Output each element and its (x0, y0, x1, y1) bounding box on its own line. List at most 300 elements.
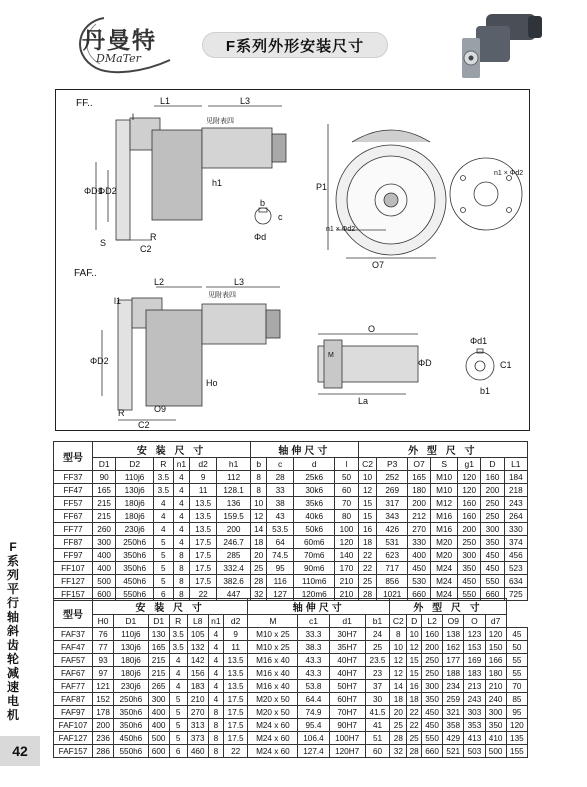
ff-value-cell: 4 (173, 536, 190, 549)
faf-value-cell: 400 (148, 719, 169, 732)
ff-col-header: l (335, 458, 358, 471)
ff-group-install: 安 装 尺 寸 (93, 442, 251, 458)
faf-value-cell: 358 (443, 719, 464, 732)
ff-value-cell: 33 (267, 484, 294, 497)
ff-model-cell: FF97 (54, 549, 93, 562)
dim-l2: L2 (154, 277, 165, 287)
dim-ho: Ho (206, 378, 218, 388)
faf-value-cell: 120H7 (329, 745, 365, 758)
ff-col-header: P3 (377, 458, 407, 471)
ff-value-cell: M16 (431, 510, 458, 523)
faf-value-cell: 8 (208, 745, 223, 758)
ff-value-cell: 250 (458, 536, 481, 549)
ff-col-header: C2 (358, 458, 377, 471)
faf-value-cell: 130 (148, 628, 169, 641)
faf-value-cell: 250h6 (114, 693, 148, 706)
faf-value-cell: 210 (187, 693, 208, 706)
faf-value-cell: 250 (421, 667, 442, 680)
faf-value-cell: 60 (365, 745, 389, 758)
ff-value-cell: 15 (358, 510, 377, 523)
ff-value-cell: 38 (267, 497, 294, 510)
faf-table-row (54, 732, 528, 745)
faf-value-cell: M24 x 60 (248, 732, 298, 745)
ff-value-cell: 4 (173, 510, 190, 523)
faf-value-cell: 243 (464, 693, 485, 706)
faf-value-cell: 4 (169, 680, 187, 693)
faf-value-cell: 85 (506, 693, 527, 706)
faf-value-cell: 180j6 (114, 654, 148, 667)
faf-value-cell: 25 (390, 719, 407, 732)
ff-value-cell: 74.5 (267, 549, 294, 562)
ff-value-cell: 550 (458, 588, 481, 601)
faf-value-cell: 8 (208, 732, 223, 745)
ff-value-cell: 8 (251, 484, 267, 497)
brand-logo-chinese: 丹曼特 (82, 28, 157, 54)
ff-value-cell: M12 (431, 497, 458, 510)
faf-value-cell: 180 (485, 667, 506, 680)
ff-value-cell: 550 (481, 575, 504, 588)
faf-col-header: D1 (114, 615, 148, 628)
dim-l: l (132, 112, 134, 122)
faf-model-cell: FAF67 (54, 667, 93, 680)
faf-col-header: M (248, 615, 298, 628)
ff-value-cell: 400 (93, 562, 116, 575)
faf-value-cell: 60H7 (329, 693, 365, 706)
ff-model-cell: FF87 (54, 536, 93, 549)
faf-value-cell: 105 (187, 628, 208, 641)
faf-value-cell: 77 (93, 641, 114, 654)
page-number: 42 (0, 736, 40, 766)
ff-value-cell: 25 (251, 562, 267, 575)
ff-value-cell: 160 (458, 497, 481, 510)
faf-value-cell: 138 (443, 628, 464, 641)
ff-value-cell: 120m6 (294, 588, 335, 601)
ff-col-header: h1 (217, 458, 251, 471)
ff-value-cell: 218 (504, 484, 527, 497)
ff-value-cell: 3.5 (153, 484, 173, 497)
ff-value-cell: 660 (481, 588, 504, 601)
faf-value-cell: 450 (421, 719, 442, 732)
ff-value-cell: 136 (217, 497, 251, 510)
faf-value-cell: M20 x 50 (248, 693, 298, 706)
faf-value-cell: 53.8 (298, 680, 329, 693)
ff-value-cell: 382.6 (217, 575, 251, 588)
dim-l3: L3 (240, 96, 251, 106)
faf-value-cell: 50 (506, 641, 527, 654)
faf-value-cell: 213 (464, 680, 485, 693)
faf-value-cell: 300 (485, 706, 506, 719)
faf-value-cell: 135 (506, 732, 527, 745)
faf-model-cell: FAF37 (54, 628, 93, 641)
ff-value-cell: 8 (173, 549, 190, 562)
ff-value-cell: 374 (504, 536, 527, 549)
faf-value-cell: 4 (208, 628, 223, 641)
ff-col-header: D1 (93, 458, 116, 471)
faf-value-cell: 25 (407, 732, 422, 745)
faf-value-cell: 123 (464, 628, 485, 641)
dim-n1d2-a: n1 × Φd2 (326, 226, 356, 233)
ff-table-row (54, 510, 528, 523)
faf-value-cell: 100H7 (329, 732, 365, 745)
ff-value-cell: 25 (358, 575, 377, 588)
ff-col-header: S (431, 458, 458, 471)
ff-value-cell: 269 (377, 484, 407, 497)
faf-value-cell: 5 (169, 706, 187, 719)
faf-value-cell: 22 (223, 745, 247, 758)
faf-value-cell: 200 (421, 641, 442, 654)
faf-table-row (54, 628, 528, 641)
ff-value-cell: 450h6 (116, 575, 154, 588)
faf-value-cell: 166 (485, 654, 506, 667)
ff-value-cell: 110m6 (294, 575, 335, 588)
ff-value-cell: M20 (431, 549, 458, 562)
faf-value-cell: 321 (443, 706, 464, 719)
faf-value-cell: 550h6 (114, 745, 148, 758)
faf-value-cell: 660 (421, 745, 442, 758)
ff-value-cell: 90 (93, 471, 116, 484)
faf-value-cell: 3.5 (169, 641, 187, 654)
ff-value-cell: 243 (504, 497, 527, 510)
faf-value-cell: 9 (223, 628, 247, 641)
faf-value-cell: 10 (390, 641, 407, 654)
ff-value-cell: 210 (335, 575, 358, 588)
ff-value-cell: 14 (251, 523, 267, 536)
faf-value-cell: 12 (407, 641, 422, 654)
faf-value-cell: 12 (390, 654, 407, 667)
ff-value-cell: 4 (173, 484, 190, 497)
faf-col-header: d1 (329, 615, 365, 628)
ff-value-cell: 10 (251, 497, 267, 510)
faf-value-cell: 95 (506, 706, 527, 719)
ff-value-cell: 50k6 (294, 523, 335, 536)
ff-value-cell: 80 (335, 510, 358, 523)
faf-value-cell: 41.5 (365, 706, 389, 719)
faf-value-cell: 270 (187, 706, 208, 719)
ff-value-cell: 332.4 (217, 562, 251, 575)
ff-value-cell: 170 (335, 562, 358, 575)
ff-value-cell: 350 (458, 562, 481, 575)
faf-value-cell: 22 (407, 706, 422, 719)
faf-col-header: O (464, 615, 485, 628)
ff-value-cell: 60 (335, 484, 358, 497)
ff-value-cell: 8 (251, 471, 267, 484)
ff-value-cell: 230j6 (116, 523, 154, 536)
faf-value-cell: 4 (208, 654, 223, 667)
ff-col-header: D2 (116, 458, 154, 471)
ff-value-cell: 330 (504, 523, 527, 536)
ff-col-header: b (251, 458, 267, 471)
faf-value-cell: 120 (485, 628, 506, 641)
ff-value-cell: 17.5 (190, 549, 217, 562)
faf-group-outline: 外 型 尺 寸 (390, 599, 506, 615)
faf-value-cell: M16 x 40 (248, 667, 298, 680)
ff-value-cell: M16 (431, 523, 458, 536)
faf-model-cell: FAF157 (54, 745, 93, 758)
ff-value-cell: 40k6 (294, 510, 335, 523)
faf-value-cell: 17.5 (223, 719, 247, 732)
ff-value-cell: 180j6 (116, 497, 154, 510)
faf-model-cell: FAF127 (54, 732, 93, 745)
ff-value-cell: 127 (267, 588, 294, 601)
dim-d1-faf: Φd1 (470, 336, 488, 346)
faf-value-cell: 3.5 (169, 628, 187, 641)
ff-value-cell: 450 (407, 562, 430, 575)
faf-value-cell: 20 (390, 706, 407, 719)
faf-value-cell: 4 (208, 641, 223, 654)
faf-value-cell: 24 (365, 628, 389, 641)
ff-value-cell: 5 (153, 575, 173, 588)
ff-value-cell: M20 (431, 536, 458, 549)
side-category-label: F 系 列 平 行 轴 斜 齿 轮 减 速 电 机 (6, 540, 19, 722)
ff-value-cell: 210 (335, 588, 358, 601)
ff-value-cell: 70m6 (294, 549, 335, 562)
faf-value-cell: 169 (464, 654, 485, 667)
dim-c2-faf: C2 (138, 420, 150, 430)
faf-value-cell: 250 (421, 654, 442, 667)
faf-col-header: L2 (421, 615, 442, 628)
faf-value-cell: 8 (208, 706, 223, 719)
ff-value-cell: 500 (93, 575, 116, 588)
ff-model-cell: FF67 (54, 510, 93, 523)
ff-value-cell: 4 (153, 510, 173, 523)
faf-value-cell: 120 (506, 719, 527, 732)
ff-value-cell: 43 (267, 510, 294, 523)
faf-value-cell: 23 (365, 667, 389, 680)
faf-value-cell: 413 (464, 732, 485, 745)
ff-value-cell: 30k6 (294, 484, 335, 497)
faf-value-cell: 41 (365, 719, 389, 732)
ff-model-cell: FF77 (54, 523, 93, 536)
faf-table-row (54, 654, 528, 667)
ff-value-cell: 531 (377, 536, 407, 549)
faf-value-cell: 51 (365, 732, 389, 745)
ff-value-cell: 17.5 (190, 562, 217, 575)
ff-table-row (54, 536, 528, 549)
faf-value-cell: 106.4 (298, 732, 329, 745)
dim-o: O (368, 324, 376, 334)
ff-value-cell: 28 (267, 471, 294, 484)
ff-value-cell: 12 (251, 510, 267, 523)
faf-value-cell: 110j6 (114, 628, 148, 641)
ff-value-cell: 260 (93, 523, 116, 536)
ff-value-cell: 250 (481, 497, 504, 510)
faf-value-cell: 429 (443, 732, 464, 745)
ff-model-cell: FF47 (54, 484, 93, 497)
faf-value-cell: 40H7 (329, 667, 365, 680)
ff-value-cell: 600 (93, 588, 116, 601)
ff-value-cell: 8 (173, 562, 190, 575)
faf-value-cell: 152 (93, 693, 114, 706)
faf-value-cell: 8 (390, 628, 407, 641)
faf-value-cell: M20 x 50 (248, 706, 298, 719)
faf-value-cell: 13.5 (223, 654, 247, 667)
ff-value-cell: 343 (377, 510, 407, 523)
faf-value-cell: 8 (208, 719, 223, 732)
faf-col-header: b1 (365, 615, 389, 628)
ff-value-cell: 13.5 (190, 497, 217, 510)
ff-value-cell: 200 (481, 484, 504, 497)
faf-value-cell: 350 (421, 693, 442, 706)
faf-value-cell: 150 (485, 641, 506, 654)
dim-c: c (278, 212, 283, 222)
faf-section-label: FAF.. (74, 268, 97, 279)
ff-value-cell: 200 (407, 497, 430, 510)
ff-value-cell: 35k6 (294, 497, 335, 510)
ff-value-cell: 95 (267, 562, 294, 575)
ff-value-cell: 350h6 (116, 562, 154, 575)
ref-note-ff: 见附表四 (206, 118, 234, 125)
faf-value-cell: 130j6 (114, 641, 148, 654)
faf-value-cell: 160 (421, 628, 442, 641)
ff-value-cell: 140 (335, 549, 358, 562)
faf-col-header: C2 (390, 615, 407, 628)
faf-value-cell: 180j6 (114, 667, 148, 680)
ff-value-cell: 13.5 (190, 523, 217, 536)
ff-value-cell: 215 (93, 510, 116, 523)
page-title: F系列外形安装尺寸 (202, 32, 388, 58)
ff-value-cell: 159.5 (217, 510, 251, 523)
faf-value-cell: 300 (148, 693, 169, 706)
faf-value-cell: 236 (93, 732, 114, 745)
faf-value-cell: 30H7 (329, 628, 365, 641)
faf-value-cell: 215 (148, 667, 169, 680)
dim-r: R (150, 232, 157, 242)
ff-value-cell: 120 (458, 471, 481, 484)
faf-value-cell: 10 (407, 628, 422, 641)
faf-value-cell: 40H7 (329, 654, 365, 667)
ff-value-cell: 165 (93, 484, 116, 497)
ff-value-cell: 450 (458, 575, 481, 588)
faf-value-cell: 410 (485, 732, 506, 745)
faf-col-header: d7 (485, 615, 506, 628)
dim-c1: C1 (500, 360, 512, 370)
faf-value-cell: 286 (93, 745, 114, 758)
ff-table-row (54, 575, 528, 588)
ff-value-cell: 165 (407, 471, 430, 484)
dim-d: Φd (254, 232, 267, 242)
faf-value-cell: 155 (506, 745, 527, 758)
dim-d2-faf: ΦD2 (90, 356, 109, 366)
ff-value-cell: 160 (458, 510, 481, 523)
faf-value-cell: M24 x 60 (248, 719, 298, 732)
dim-la: La (358, 396, 369, 406)
ff-table-row (54, 549, 528, 562)
faf-value-cell: 25 (365, 641, 389, 654)
ff-value-cell: 250h6 (116, 536, 154, 549)
faf-value-cell: 93 (93, 654, 114, 667)
faf-group-install: 安 装 尺 寸 (93, 599, 248, 615)
ff-value-cell: 160 (481, 471, 504, 484)
ff-value-cell: 22 (358, 549, 377, 562)
ff-value-cell: 725 (504, 588, 527, 601)
ff-value-cell: 17.5 (190, 536, 217, 549)
ff-value-cell: M10 (431, 484, 458, 497)
ff-value-cell: 100 (335, 523, 358, 536)
faf-model-cell: FAF77 (54, 680, 93, 693)
ff-value-cell: 530 (407, 575, 430, 588)
ff-value-cell: 200 (458, 523, 481, 536)
faf-table-row (54, 745, 528, 758)
faf-col-header: c1 (298, 615, 329, 628)
ff-value-cell: 12 (358, 484, 377, 497)
ff-model-cell: FF107 (54, 562, 93, 575)
ff-value-cell: 5 (153, 536, 173, 549)
ff-value-cell: 300 (458, 549, 481, 562)
dim-o7: O7 (372, 260, 385, 270)
ff-model-header: 型号 (54, 442, 93, 471)
ff-section-label: FF.. (76, 98, 93, 109)
faf-value-cell: 162 (443, 641, 464, 654)
faf-col-header: H0 (93, 615, 114, 628)
ff-table-row (54, 484, 528, 497)
faf-value-cell: 74.9 (298, 706, 329, 719)
ff-value-cell: 18 (251, 536, 267, 549)
faf-value-cell: 313 (187, 719, 208, 732)
ff-value-cell: 8 (173, 588, 190, 601)
ff-value-cell: 623 (377, 549, 407, 562)
faf-value-cell: 156 (187, 667, 208, 680)
faf-value-cell: 18 (390, 693, 407, 706)
faf-value-cell: 153 (464, 641, 485, 654)
ff-value-cell: 15 (358, 497, 377, 510)
dim-d1: ΦD1 (84, 186, 103, 196)
faf-value-cell: 64.4 (298, 693, 329, 706)
faf-value-cell: 353 (464, 719, 485, 732)
ff-value-cell: 4 (153, 523, 173, 536)
faf-value-cell: 600 (148, 745, 169, 758)
faf-model-cell: FAF87 (54, 693, 93, 706)
faf-group-shaft: 轴伸尺寸 (248, 599, 390, 615)
faf-value-cell: 13.5 (223, 680, 247, 693)
faf-value-cell: 4 (208, 693, 223, 706)
faf-value-cell: 23.5 (365, 654, 389, 667)
ff-value-cell: 523 (504, 562, 527, 575)
faf-col-header: D1 (148, 615, 169, 628)
faf-col-header: D (407, 615, 422, 628)
ff-value-cell: 246.7 (217, 536, 251, 549)
faf-value-cell: 234 (443, 680, 464, 693)
ff-table-row (54, 497, 528, 510)
faf-col-header: R (169, 615, 187, 628)
faf-value-cell: 33.3 (298, 628, 329, 641)
ff-value-cell: 116 (267, 575, 294, 588)
faf-value-cell: 503 (464, 745, 485, 758)
faf-table-row (54, 641, 528, 654)
faf-value-cell: 17.5 (223, 732, 247, 745)
faf-value-cell: 30 (365, 693, 389, 706)
ff-value-cell: 22 (190, 588, 217, 601)
dim-m: M (328, 352, 334, 359)
faf-value-cell: 240 (485, 693, 506, 706)
ff-col-header: d (294, 458, 335, 471)
ff-value-cell: 10 (358, 471, 377, 484)
faf-model-cell: FAF47 (54, 641, 93, 654)
ff-value-cell: 285 (217, 549, 251, 562)
faf-value-cell: 37 (365, 680, 389, 693)
faf-value-cell: 55 (506, 654, 527, 667)
ff-value-cell: 9 (190, 471, 217, 484)
ff-value-cell: M10 (431, 471, 458, 484)
ff-value-cell: 112 (217, 471, 251, 484)
ff-value-cell: 450 (481, 549, 504, 562)
ff-model-cell: FF37 (54, 471, 93, 484)
faf-value-cell: 230j6 (114, 680, 148, 693)
ff-value-cell: 660 (407, 588, 430, 601)
faf-value-cell: 35H7 (329, 641, 365, 654)
dim-c2: C2 (140, 244, 152, 254)
ff-value-cell: 110j6 (116, 471, 154, 484)
ff-value-cell: 32 (251, 588, 267, 601)
